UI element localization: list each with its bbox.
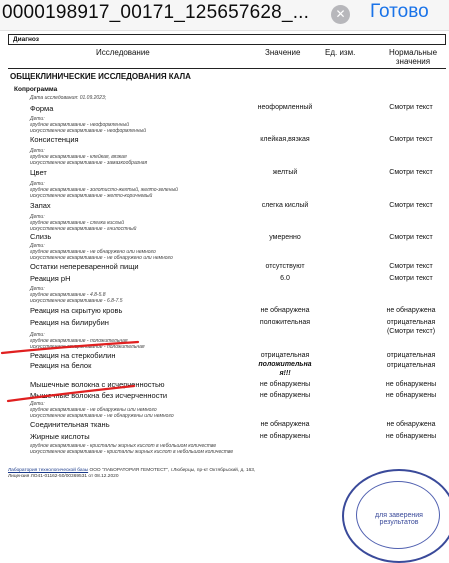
row-normal: Смотри текст xyxy=(389,202,433,209)
row-name: Запах xyxy=(30,201,51,210)
row-normal: отрицательная xyxy=(386,319,436,326)
note-line: искусственное вскармливание - 6.8-7.5 xyxy=(30,298,123,304)
row-normal: не обнаружена xyxy=(386,307,436,314)
note-line: искусственное вскармливание - не обнаружены или немного xyxy=(30,413,174,419)
row-name: Реакция на стеркобилин xyxy=(30,351,116,360)
note-title: Дети: xyxy=(30,243,45,249)
note-line: грудное вскармливание - слегка кислый xyxy=(30,220,124,226)
row-name: Жирные кислоты xyxy=(30,432,90,441)
row-normal: Смотри текст xyxy=(389,104,433,111)
note-line: грудное вскармливание - неоформленный xyxy=(30,122,130,128)
row-normal: отрицательная xyxy=(386,352,436,359)
row-value: отрицательная xyxy=(260,352,310,359)
row-value: желтый xyxy=(272,169,298,176)
row-value: не обнаружены xyxy=(259,392,311,399)
note-line: грудное вскармливание - 4.8-5.8 xyxy=(30,292,106,298)
note-title: Дети: xyxy=(30,181,45,187)
row-value-extra: я!!! xyxy=(279,370,291,377)
row-name: Слизь xyxy=(30,232,52,241)
diagnosis-box: Диагноз xyxy=(8,34,446,45)
row-name: Мышечные волокна с исчерченностью xyxy=(30,380,165,389)
underline-mark-protein xyxy=(8,386,134,401)
note-line: грудное вскармливание - не обнаружены или немного xyxy=(30,407,157,413)
row-normal: Смотри текст xyxy=(389,169,433,176)
row-value: не обнаружена xyxy=(260,421,310,428)
row-name: Реакция pH xyxy=(30,274,71,283)
row-value: не обнаружены xyxy=(259,433,311,440)
row-value: не обнаружена xyxy=(260,307,310,314)
study-date: Дата исследования: 01.09.2023; xyxy=(30,95,107,101)
row-normal: отрицательная xyxy=(386,362,436,369)
row-name: Реакция на билирубин xyxy=(30,318,109,327)
row-normal-extra: (Смотри текст) xyxy=(386,328,436,335)
clear-icon[interactable]: ✕ xyxy=(331,5,350,24)
note-title: Дети: xyxy=(30,148,45,154)
note-line: грудное вскармливание - клейкая, вязкая xyxy=(30,154,127,160)
row-name: Консистенция xyxy=(30,135,79,144)
row-name: Мышечные волокна без исчерченности xyxy=(30,391,168,400)
file-title: 0000198917_00171_125657628_... xyxy=(2,2,310,23)
row-normal: не обнаружены xyxy=(385,381,437,388)
done-button[interactable]: Готово xyxy=(370,1,429,22)
row-normal: Смотри текст xyxy=(389,263,433,270)
subsection-title: Копрограмма xyxy=(14,86,58,93)
row-name: Реакция на скрытую кровь xyxy=(30,306,123,315)
header-normal: Нормальные значения xyxy=(388,48,438,66)
note-line: грудное вскармливание - золотисто-желтый, желто-зеленый xyxy=(30,187,178,193)
underline-mark-bilirubin xyxy=(2,342,138,353)
lab-address: ООО "ЛАБОРАТОРИЯ ГЕМОТЕСТ", г.Люберцы, пр-кт Октябрьский, д. 163, xyxy=(88,468,256,473)
row-value: положительна xyxy=(258,361,312,368)
header-unit: Ед. изм. xyxy=(325,48,356,57)
note-line: искусственное вскармливание - не обнаружено или немного xyxy=(30,255,173,261)
row-value: положительная xyxy=(259,319,311,326)
note-line: искусственное вскармливание - гнилостный xyxy=(30,226,137,232)
note-title: Дети: xyxy=(30,286,45,292)
note-line: грудное вскармливание - не обнаружено или немного xyxy=(30,249,156,255)
header-test: Исследование xyxy=(96,48,150,57)
note-line: искусственное вскармливание - неоформленный xyxy=(30,128,147,134)
row-normal: не обнаружены xyxy=(385,433,437,440)
note-line: искусственное вскармливание - кристаллы жирных кислот в небольшом количестве xyxy=(30,449,234,455)
note-title: Дети: xyxy=(30,116,45,122)
row-normal: Смотри текст xyxy=(389,234,433,241)
row-normal: Смотри текст xyxy=(389,136,433,143)
row-normal: Смотри текст xyxy=(389,275,433,282)
note-title: Дети: xyxy=(30,214,45,220)
lab-link[interactable]: Лаборатория технологической базы xyxy=(8,468,89,473)
row-name: Форма xyxy=(30,104,54,113)
row-name: Реакция на белок xyxy=(30,361,92,370)
stamp-text: для заверения результатов xyxy=(375,512,423,526)
row-normal: не обнаружена xyxy=(386,421,436,428)
row-value: неоформленный xyxy=(257,104,313,111)
row-value: 6.0 xyxy=(280,275,290,282)
row-normal: не обнаружены xyxy=(385,392,437,399)
note-title: Дети: xyxy=(30,332,45,338)
note-line: грудное вскармливание - положительная xyxy=(30,338,128,344)
note-line: искусственное вскармливание - замазкообразная xyxy=(30,160,148,166)
note-title: Дети: xyxy=(30,401,45,407)
note-line: грудное вскармливание - кристаллы жирных кислот в небольшом количестве xyxy=(30,443,217,449)
row-name: Остатки непереваренной пищи xyxy=(30,262,139,271)
row-value: отсутствуют xyxy=(265,263,305,270)
row-name: Цвет xyxy=(30,168,47,177)
header-value: Значение xyxy=(265,48,301,57)
row-name: Соединительная ткань xyxy=(30,420,110,429)
row-value: умеренно xyxy=(269,234,301,241)
row-value: клейкая,вязкая xyxy=(260,136,310,143)
section-title: ОБЩЕКЛИНИЧЕСКИЕ ИССЛЕДОВАНИЯ КАЛА xyxy=(10,72,191,81)
note-line: искусственное вскармливание - положительная xyxy=(30,344,145,350)
row-value: не обнаружены xyxy=(259,381,311,388)
footer-license: Лицензия ЛО41-01162-50/00369531 от 08.12.2020 xyxy=(8,474,119,479)
note-line: искусственное вскармливание - желто-коричневый xyxy=(30,193,153,199)
row-value: слегка кислый xyxy=(261,202,309,209)
